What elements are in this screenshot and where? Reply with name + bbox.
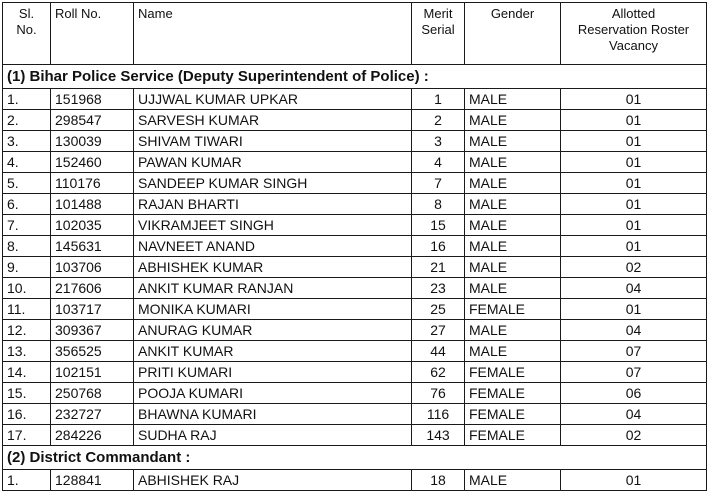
table-row <box>3 236 707 257</box>
header-merit-line-2: Serial <box>421 22 455 37</box>
serial-number-cell: 3. <box>3 131 51 152</box>
allotted-vacancy-cell: 01 <box>561 215 707 236</box>
header-sl-line-1: Sl. <box>18 6 35 21</box>
merit-serial-cell: 2 <box>412 110 465 131</box>
serial-number-cell: 6. <box>3 194 51 215</box>
gender-cell: MALE <box>465 152 561 173</box>
allotted-vacancy-cell: 01 <box>561 173 707 194</box>
candidate-name-cell: POOJA KUMARI <box>134 383 412 404</box>
header-vacancy-line-3: Vacancy <box>609 38 658 53</box>
merit-serial-cell: 23 <box>412 278 465 299</box>
roll-number-cell: 145631 <box>51 236 134 257</box>
allotted-vacancy-cell: 01 <box>561 470 707 491</box>
table-row <box>3 383 707 404</box>
gender-cell: FEMALE <box>465 299 561 320</box>
gender-cell: FEMALE <box>465 404 561 425</box>
header-merit-serial <box>412 3 465 65</box>
candidate-name-cell: ANKIT KUMAR <box>134 341 412 362</box>
gender-cell: MALE <box>465 278 561 299</box>
allotted-vacancy-cell: 01 <box>561 89 707 110</box>
gender-cell: MALE <box>465 236 561 257</box>
gender-cell: MALE <box>465 110 561 131</box>
serial-number-cell: 4. <box>3 152 51 173</box>
roll-number-cell: 298547 <box>51 110 134 131</box>
merit-serial-cell: 15 <box>412 215 465 236</box>
merit-serial-cell: 116 <box>412 404 465 425</box>
candidate-name-cell: PAWAN KUMAR <box>134 152 412 173</box>
roll-number-cell: 309367 <box>51 320 134 341</box>
serial-number-cell: 14. <box>3 362 51 383</box>
roll-number-cell: 284226 <box>51 425 134 446</box>
table-row <box>3 215 707 236</box>
merit-serial-cell: 44 <box>412 341 465 362</box>
merit-serial-cell: 62 <box>412 362 465 383</box>
roll-number-cell: 103706 <box>51 257 134 278</box>
candidate-name-cell: UJJWAL KUMAR UPKAR <box>134 89 412 110</box>
allotted-vacancy-cell: 01 <box>561 131 707 152</box>
candidate-name-cell: ABHISHEK KUMAR <box>134 257 412 278</box>
roll-number-cell: 130039 <box>51 131 134 152</box>
merit-serial-cell: 7 <box>412 173 465 194</box>
serial-number-cell: 5. <box>3 173 51 194</box>
serial-number-cell: 7. <box>3 215 51 236</box>
roll-number-cell: 102035 <box>51 215 134 236</box>
table-row <box>3 194 707 215</box>
header-merit-line-1: Merit <box>423 6 453 21</box>
serial-number-cell: 11. <box>3 299 51 320</box>
section-heading-row <box>3 65 707 89</box>
candidate-name-cell: ANURAG KUMAR <box>134 320 412 341</box>
serial-number-cell: 13. <box>3 341 51 362</box>
candidate-name-cell: SANDEEP KUMAR SINGH <box>134 173 412 194</box>
candidate-name-cell: ANKIT KUMAR RANJAN <box>134 278 412 299</box>
candidate-name-cell: MONIKA KUMARI <box>134 299 412 320</box>
header-name: Name <box>134 3 412 65</box>
section-title: (1) Bihar Police Service (Deputy Superintendent of Police) : <box>3 65 707 89</box>
table-row <box>3 152 707 173</box>
table-row <box>3 470 707 491</box>
roll-number-cell: 103717 <box>51 299 134 320</box>
header-vacancy-line-2: Reservation Roster <box>577 22 690 37</box>
gender-cell: MALE <box>465 173 561 194</box>
table-row <box>3 131 707 152</box>
serial-number-cell: 9. <box>3 257 51 278</box>
allotted-vacancy-cell: 02 <box>561 425 707 446</box>
allotted-vacancy-cell: 01 <box>561 110 707 131</box>
roll-number-cell: 101488 <box>51 194 134 215</box>
candidate-name-cell: ABHISHEK RAJ <box>134 470 412 491</box>
roll-number-cell: 128841 <box>51 470 134 491</box>
merit-serial-cell: 4 <box>412 152 465 173</box>
header-vacancy-line-1: Allotted <box>611 6 656 21</box>
serial-number-cell: 1. <box>3 89 51 110</box>
serial-number-cell: 16. <box>3 404 51 425</box>
allotted-vacancy-cell: 02 <box>561 257 707 278</box>
table-row <box>3 320 707 341</box>
candidate-name-cell: SUDHA RAJ <box>134 425 412 446</box>
roll-number-cell: 110176 <box>51 173 134 194</box>
merit-serial-cell: 16 <box>412 236 465 257</box>
candidate-name-cell: RAJAN BHARTI <box>134 194 412 215</box>
gender-cell: MALE <box>465 89 561 110</box>
table-row <box>3 278 707 299</box>
merit-serial-cell: 25 <box>412 299 465 320</box>
allotted-vacancy-cell: 01 <box>561 194 707 215</box>
section-heading-row <box>3 446 707 470</box>
serial-number-cell: 12. <box>3 320 51 341</box>
serial-number-cell: 1. <box>3 470 51 491</box>
allotted-vacancy-cell: 04 <box>561 404 707 425</box>
gender-cell: MALE <box>465 320 561 341</box>
candidate-name-cell: SHIVAM TIWARI <box>134 131 412 152</box>
candidate-name-cell: VIKRAMJEET SINGH <box>134 215 412 236</box>
allotted-vacancy-cell: 06 <box>561 383 707 404</box>
candidate-name-cell: PRITI KUMARI <box>134 362 412 383</box>
allotted-vacancy-cell: 01 <box>561 299 707 320</box>
merit-serial-cell: 1 <box>412 89 465 110</box>
candidate-name-cell: BHAWNA KUMARI <box>134 404 412 425</box>
gender-cell: MALE <box>465 215 561 236</box>
merit-serial-cell: 8 <box>412 194 465 215</box>
merit-serial-cell: 76 <box>412 383 465 404</box>
table-row <box>3 110 707 131</box>
roll-number-cell: 151968 <box>51 89 134 110</box>
gender-cell: MALE <box>465 470 561 491</box>
allotted-vacancy-cell: 07 <box>561 341 707 362</box>
result-table <box>2 2 707 491</box>
gender-cell: MALE <box>465 194 561 215</box>
result-sheet <box>2 2 706 497</box>
table-body <box>3 65 707 491</box>
merit-serial-cell: 21 <box>412 257 465 278</box>
table-row <box>3 299 707 320</box>
allotted-vacancy-cell: 01 <box>561 152 707 173</box>
candidate-name-cell: SARVESH KUMAR <box>134 110 412 131</box>
roll-number-cell: 356525 <box>51 341 134 362</box>
gender-cell: FEMALE <box>465 383 561 404</box>
serial-number-cell: 10. <box>3 278 51 299</box>
table-row <box>3 425 707 446</box>
merit-serial-cell: 18 <box>412 470 465 491</box>
header-roll-no: Roll No. <box>51 3 134 65</box>
gender-cell: MALE <box>465 341 561 362</box>
table-row <box>3 89 707 110</box>
header-gender: Gender <box>465 3 561 65</box>
roll-number-cell: 250768 <box>51 383 134 404</box>
table-row <box>3 173 707 194</box>
table-row <box>3 404 707 425</box>
serial-number-cell: 17. <box>3 425 51 446</box>
serial-number-cell: 15. <box>3 383 51 404</box>
gender-cell: FEMALE <box>465 425 561 446</box>
section-title: (2) District Commandant : <box>3 446 707 470</box>
gender-cell: MALE <box>465 131 561 152</box>
allotted-vacancy-cell: 01 <box>561 236 707 257</box>
allotted-vacancy-cell: 04 <box>561 320 707 341</box>
header-vacancy <box>561 3 707 65</box>
allotted-vacancy-cell: 04 <box>561 278 707 299</box>
header-sl-no <box>3 3 51 65</box>
gender-cell: FEMALE <box>465 362 561 383</box>
roll-number-cell: 217606 <box>51 278 134 299</box>
header-row <box>3 3 707 65</box>
candidate-name-cell: NAVNEET ANAND <box>134 236 412 257</box>
roll-number-cell: 102151 <box>51 362 134 383</box>
header-sl-line-2: No. <box>16 22 37 37</box>
merit-serial-cell: 143 <box>412 425 465 446</box>
merit-serial-cell: 27 <box>412 320 465 341</box>
table-row <box>3 257 707 278</box>
serial-number-cell: 8. <box>3 236 51 257</box>
merit-serial-cell: 3 <box>412 131 465 152</box>
roll-number-cell: 152460 <box>51 152 134 173</box>
table-row <box>3 362 707 383</box>
allotted-vacancy-cell: 07 <box>561 362 707 383</box>
gender-cell: MALE <box>465 257 561 278</box>
table-row <box>3 341 707 362</box>
roll-number-cell: 232727 <box>51 404 134 425</box>
serial-number-cell: 2. <box>3 110 51 131</box>
